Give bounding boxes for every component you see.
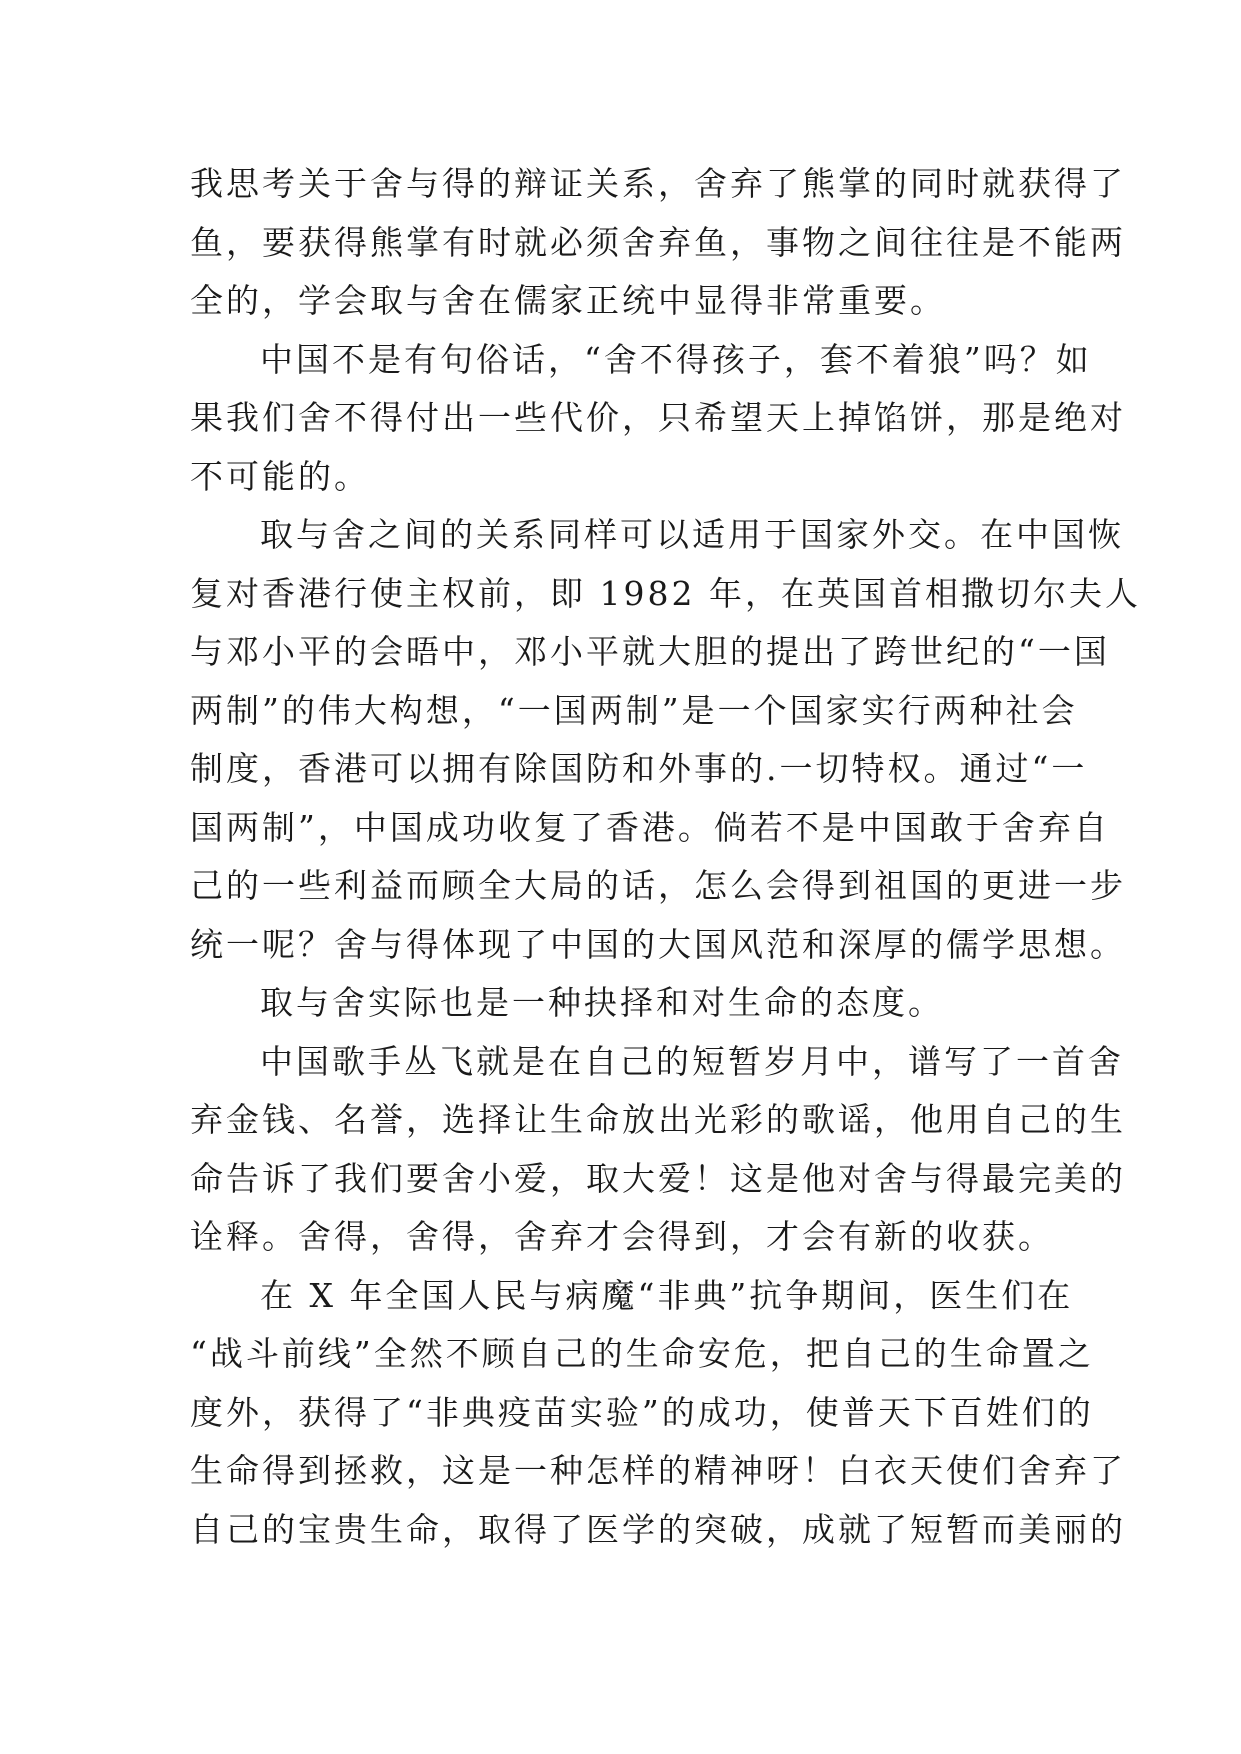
text-line: 全的，学会取与舍在儒家正统中显得非常重要。 [190,281,946,320]
text-line: 复对香港行使主权前，即 1982 年，在英国首相撒切尔夫人 [190,573,1141,613]
text-line: 命告诉了我们要舍小爱，取大爱！这是他对舍与得最完美的 [190,1158,1126,1198]
text-line: 与邓小平的会晤中，邓小平就大胆的提出了跨世纪的“一国 [190,632,1110,671]
text-line: 中国不是有句俗话，“舍不得孩子，套不着狼”吗？如 [260,339,1092,379]
text-line: 在 X 年全国人民与病魔“非典”抗争期间，医生们在 [260,1275,1074,1315]
text-line: 取与舍实际也是一种抉择和对生命的态度。 [260,983,944,1022]
text-line: 国两制”，中国成功收复了香港。倘若不是中国敢于舍弃自 [190,807,1110,847]
body-text [190,155,1141,1559]
text-line: 统一呢？舍与得体现了中国的大国风范和深厚的儒学思想。 [190,924,1126,964]
text-line: 中国歌手丛飞就是在自己的短暂岁月中，谱写了一首舍 [260,1041,1124,1081]
text-line: 我思考关于舍与得的辩证关系，舍弃了熊掌的同时就获得了 [190,164,1126,203]
text-line: 生命得到拯救，这是一种怎样的精神呀！白衣天使们舍弃了 [190,1451,1126,1490]
text-line: 弃金钱、名誉，选择让生命放出光彩的歌谣，他用自己的生 [190,1100,1126,1139]
text-line: 两制”的伟大构想，“一国两制”是一个国家实行两种社会 [190,690,1078,730]
text-line: “战斗前线”全然不顾自己的生命安危，把自己的生命置之 [190,1334,1094,1373]
text-line: 自己的宝贵生命，取得了医学的突破，成就了短暂而美丽的 [190,1509,1126,1549]
text-line: 度外，获得了“非典疫苗实验”的成功，使普天下百姓们的 [190,1392,1094,1432]
text-line: 不可能的。 [190,456,370,496]
text-line: 制度，香港可以拥有除国防和外事的.一切特权。通过“一 [190,749,1088,788]
text-line: 取与舍之间的关系同样可以适用于国家外交。在中国恢 [260,515,1124,554]
text-line: 诠释。舍得，舍得，舍弃才会得到，才会有新的收获。 [190,1217,1054,1256]
text-line: 鱼，要获得熊掌有时就必须舍弃鱼，事物之间往往是不能两 [190,222,1126,262]
text-line: 果我们舍不得付出一些代价，只希望天上掉馅饼，那是绝对 [190,398,1126,437]
text-line: 己的一些利益而顾全大局的话，怎么会得到祖国的更进一步 [190,866,1126,905]
